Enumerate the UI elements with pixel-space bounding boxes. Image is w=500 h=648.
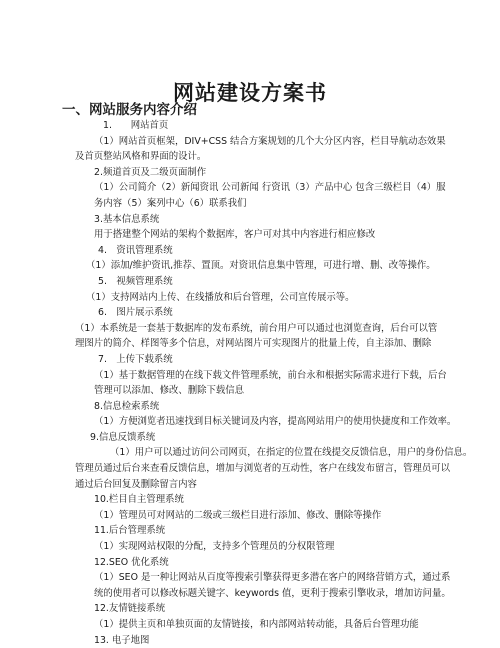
body-line: 11.后台管理系统 [94,525,166,537]
body-line: （1）支持网站内上传、在线播放和后台管理，公司宣传展示等。 [86,291,355,303]
body-line: （1）实现网站权限的分配，支持多个管理员的分权限管理 [94,541,335,553]
body-line: 5. 视频管理系统 [98,275,173,287]
body-line: （1）SEO 是一种让网站从百度等搜索引擎获得更多潜在客户的网络营销方式，通过系 [94,572,451,584]
body-line: （1）公司简介（2）新闻资讯 公司新闻 行资讯（3）产品中心 包含三级栏目（4）服 [94,182,446,194]
body-line: （1）本系统是一套基于数据库的发布系统，前台用户可以通过也浏览查询，后台可以管 [75,322,438,334]
body-line: 用于搭建整个网站的架构个数据库，客户可对其中内容进行相应修改 [94,229,376,241]
body-line: 及首页整站风格和界面的设计。 [75,151,207,163]
body-line: （1）方便浏览者迅速找到目标关键词及内容，提高网站用户的使用快捷度和工作效率。 [94,416,457,428]
body-line: 管理可以添加、修改、删除下载信息 [94,385,245,397]
body-line: 1. 网站首页 [103,120,169,131]
body-line: 13. 电子地图 [94,634,150,646]
body-line: （1）管理员可对网站的二级或三级栏目进行添加、修改、删除等操作 [94,509,382,521]
body-line: 7. 上传下载系统 [98,353,173,365]
body-line: 通过后台回复及删除留言内容 [75,478,197,490]
body-line: 12.友情链接系统 [94,603,166,615]
body-line: 2.频道首页及二级页面制作 [94,166,207,178]
body-line: 9.信息反馈系统 [90,431,156,443]
body-line: 管理员通过后台来查看反馈信息，增加与浏览者的互动性，客户在线发布留言，管理员可以 [75,463,451,475]
body-line: （1）添加/维护资讯,推荐、置顶。对资讯信息集中管理，可进行增、删、改等操作。 [86,260,436,272]
body-line: （1）用户可以通过访问公司网页，在指定的位置在线提交反馈信息，用户的身份信息。 [110,447,473,459]
body-line: 8.信息检索系统 [94,400,160,412]
document-body [0,118,500,648]
body-line: 理图片的简介、样图等多个信息，对网站图片可实现图片的批量上传，自主添加、删除 [75,338,432,350]
body-line: （1）网站首页框架，DIV+CSS 结合方案规划的几个大分区内容，栏目导航动态效果 [94,135,446,147]
body-line: 12.SEO 优化系统 [94,556,169,568]
body-line: （1）基于数据管理的在线下载文件管理系统，前台永和根据实际需求进行下载，后台 [94,369,447,381]
body-line: 3.基本信息系统 [94,213,160,225]
body-line: 6. 图片展示系统 [98,307,173,319]
document-title: 网站建设方案书 [173,81,327,105]
body-line: （1）提供主页和单独页面的友情链接，和内部网站转动能，具备后台管理功能 [94,619,419,630]
body-line: 统的使用者可以修改标题关键字、keywords 值，更利于搜索引擎收录，增加访问量。 [94,587,451,599]
section-heading: 一、网站服务内容介绍 [62,102,197,118]
body-line: 务内容（5）案列中心（6）联系我们 [94,197,247,209]
body-line: 10.栏目自主管理系统 [94,494,184,506]
body-line: 4. 资讯管理系统 [98,244,173,256]
